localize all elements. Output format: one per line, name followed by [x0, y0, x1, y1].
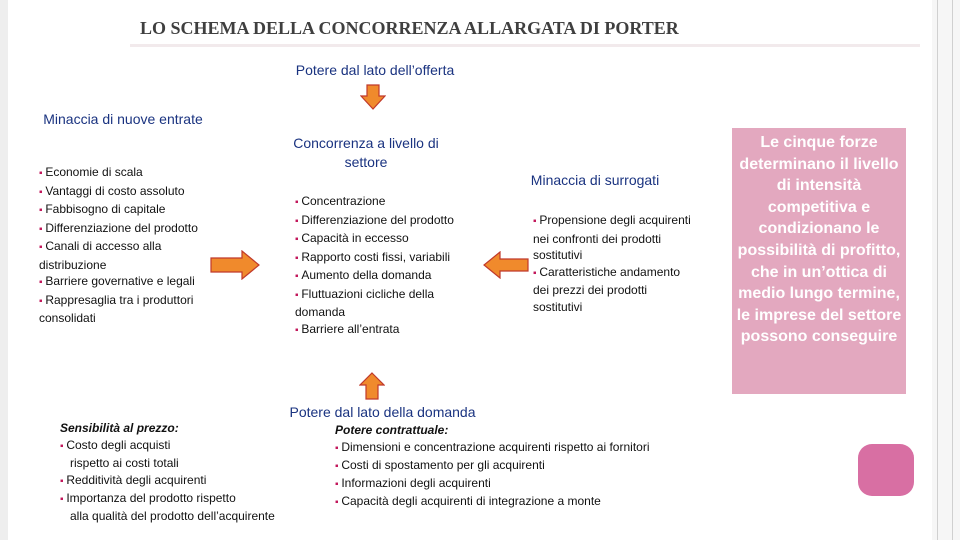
- new-entrants-item: ▪ Economie di scala: [39, 164, 199, 183]
- item-line: Costo degli acquisti: [66, 438, 171, 452]
- price-sensitivity-item: [60, 472, 330, 490]
- up-arrow-icon: [359, 372, 385, 400]
- left-frame: [0, 0, 8, 540]
- left-arrow-icon: [483, 251, 529, 279]
- right-frame-line: [937, 0, 953, 540]
- title-underline: [130, 44, 920, 47]
- rivalry-item: ▪ Concentrazione: [295, 193, 480, 212]
- bargaining-item: ▪ Dimensioni e concentrazione acquirenti rispetto ai fornitori: [335, 439, 715, 457]
- new-entrants-item: ▪ Canali di accesso alla distribuzione: [39, 238, 199, 273]
- price-sensitivity-item: [60, 490, 330, 525]
- slide-title: LO SCHEMA DELLA CONCORRENZA ALLARGATA DI PORTER: [140, 18, 679, 38]
- substitutes-heading: Minaccia di surrogati: [530, 172, 660, 188]
- price-sensitivity-block: [60, 420, 330, 525]
- rivalry-item: ▪ Fluttuazioni cicliche della domanda: [295, 286, 480, 321]
- item-continuation: alla qualità del prodotto dell’acquirente: [70, 509, 275, 523]
- five-forces-callout: Le cinque forze determinano il livello di intensità competitiva e condizionano le possibilità di profitto, che in un’ottica di medio lungo termine, le imprese del settore possono conseguire: [732, 128, 906, 394]
- substitutes-item: ▪ Caratteristiche andamento dei prezzi dei prodotti sostitutivi: [533, 264, 693, 316]
- price-sensitivity-item: [60, 437, 330, 472]
- new-entrants-item: ▪ Differenziazione del prodotto: [39, 220, 199, 239]
- supply-power-label: Potere dal lato dell’offerta: [295, 62, 455, 78]
- new-entrants-list: [39, 164, 199, 327]
- rivalry-item: ▪ Capacità in eccesso: [295, 230, 480, 249]
- bargaining-power-heading: Potere contrattuale:: [335, 423, 449, 437]
- substitutes-item: ▪ Propensione degli acquirenti nei confronti dei prodotti sostitutivi: [533, 212, 693, 264]
- item-line: Importanza del prodotto rispetto: [66, 491, 236, 505]
- item-continuation: rispetto ai costi totali: [70, 456, 179, 470]
- bargaining-item: ▪ Capacità degli acquirenti di integrazione a monte: [335, 493, 715, 511]
- decorative-circle: [858, 444, 914, 496]
- rivalry-item: ▪ Aumento della domanda: [295, 267, 480, 286]
- bargaining-item: ▪ Costi di spostamento per gli acquirenti: [335, 457, 715, 475]
- down-arrow-icon: [360, 84, 386, 110]
- price-sensitivity-heading: Sensibilità al prezzo:: [60, 421, 179, 435]
- new-entrants-item: ▪ Vantaggi di costo assoluto: [39, 183, 199, 202]
- bargaining-power-block: [335, 422, 715, 511]
- rivalry-item: ▪ Barriere all’entrata: [295, 321, 480, 340]
- bargaining-item: ▪ Informazioni degli acquirenti: [335, 475, 715, 493]
- substitutes-list: [533, 212, 693, 315]
- industry-rivalry-list: [295, 193, 480, 339]
- new-entrants-heading: Minaccia di nuove entrate: [43, 111, 203, 127]
- right-arrow-icon: [210, 250, 260, 280]
- rivalry-item: ▪ Differenziazione del prodotto: [295, 212, 480, 231]
- item-line: Redditività degli acquirenti: [66, 473, 207, 487]
- new-entrants-item: ▪ Rappresaglia tra i produttori consolidati: [39, 292, 199, 327]
- demand-power-label: Potere dal lato della domanda: [289, 404, 476, 420]
- rivalry-item: ▪ Rapporto costi fissi, variabili: [295, 249, 480, 268]
- new-entrants-item: ▪ Barriere governative e legali: [39, 273, 199, 292]
- new-entrants-item: ▪ Fabbisogno di capitale: [39, 201, 199, 220]
- industry-rivalry-heading: Concorrenza a livello di settore: [293, 135, 439, 170]
